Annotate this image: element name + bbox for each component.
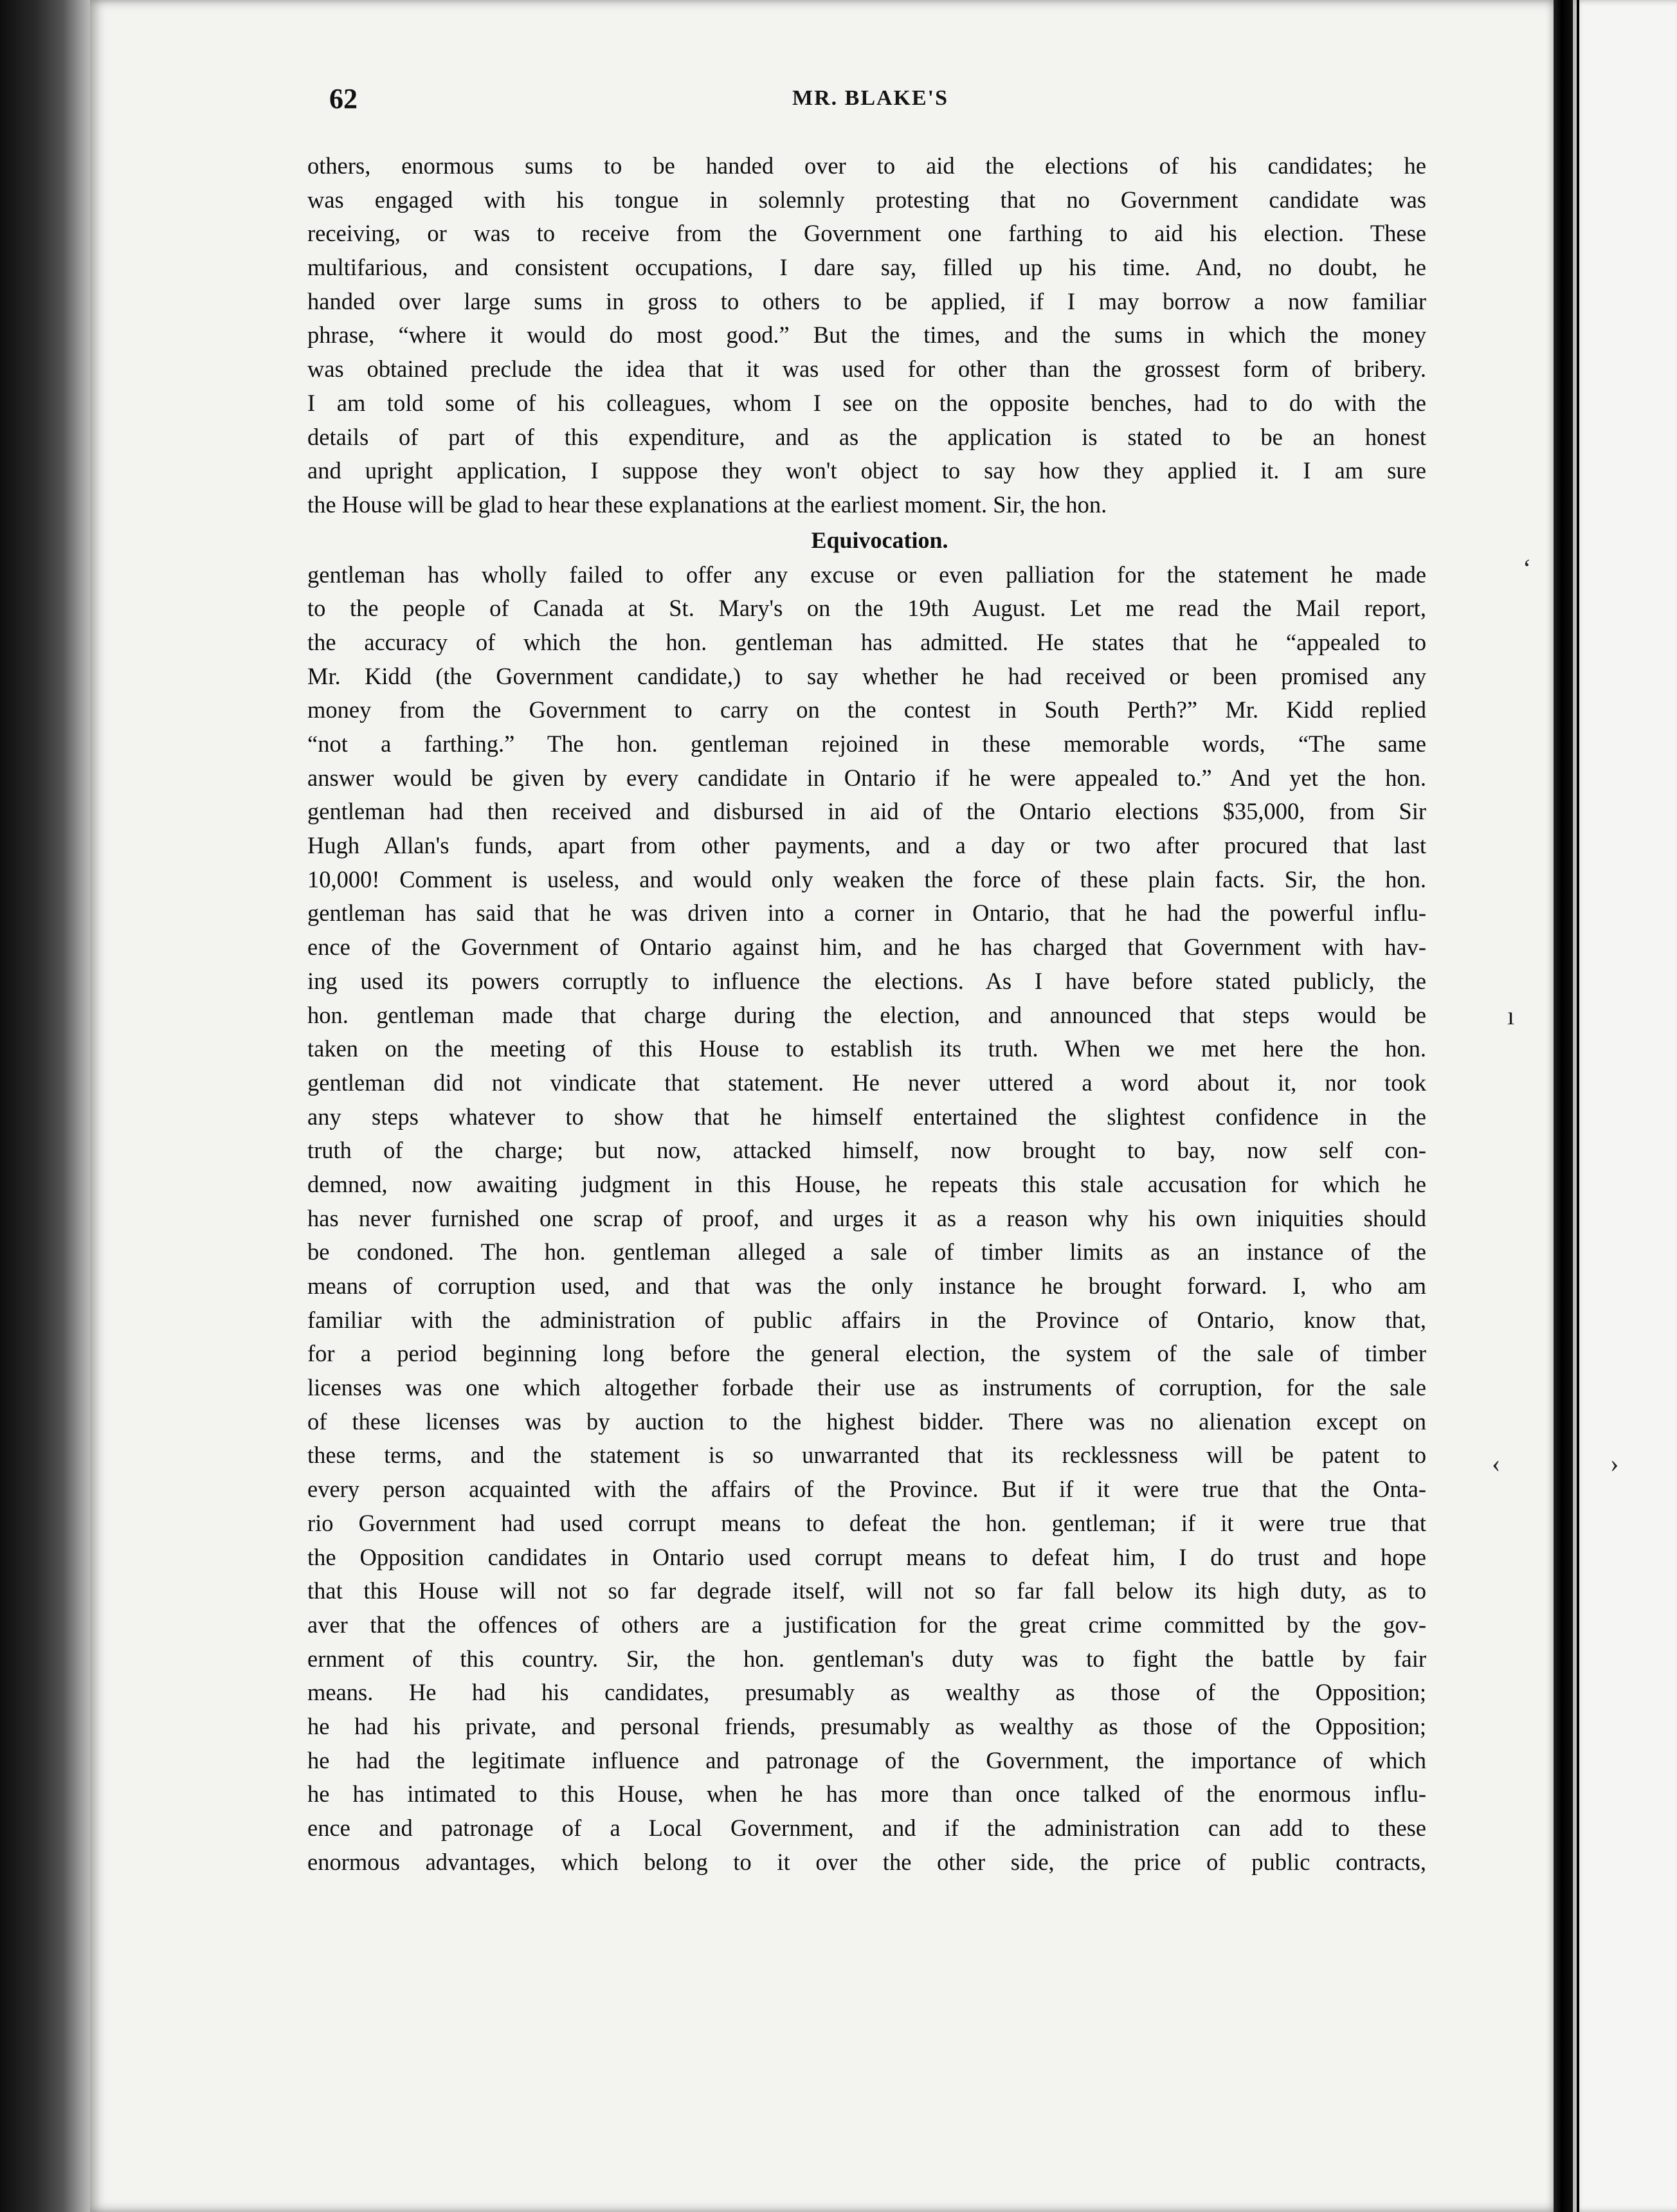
facing-page-edge <box>1573 0 1677 2212</box>
text-line: the Opposition candidates in Ontario used corrupt means to defeat him, I do trust and hope <box>307 1543 1426 1570</box>
text-line: to the people of Canada at St. Mary's on the 19th August. Let me read the Mail report, <box>307 595 1426 622</box>
text-line: demned, now awaiting judgment in this House, he repeats this stale accusation for which he <box>307 1170 1426 1197</box>
text-line: Mr. Kidd (the Government candidate,) to say whether he had received or been promised any <box>307 662 1426 689</box>
text-line: aver that the offences of others are a justification for the great crime committed by the gov- <box>307 1611 1426 1638</box>
text-line: gentleman has said that he was driven into a corner in Ontario, that he had the powerful influ- <box>307 900 1426 927</box>
margin-tick-mark: ı <box>1507 1001 1515 1030</box>
text-line: gentleman has wholly failed to offer any excuse or even palliation for the statement he made <box>307 561 1426 588</box>
text-line: 10,000! Comment is useless, and would only weaken the force of these plain facts. Sir, the hon. <box>307 866 1426 893</box>
text-line: has never furnished one scrap of proof, and urges it as a reason why his own iniquities should <box>307 1204 1426 1231</box>
paragraph-1 <box>307 149 1426 522</box>
text-line: he has intimated to this House, when he has more than once talked of the enormous influ- <box>307 1781 1426 1808</box>
text-line: rio Government had used corrupt means to defeat the hon. gentleman; if it were true that <box>307 1509 1426 1536</box>
paragraph-2 <box>307 558 1426 1880</box>
text-line: gentleman had then received and disbursed in aid of the Ontario elections $35,000, from Sir <box>307 798 1426 825</box>
text-line: ence of the Government of Ontario against him, and he has charged that Government with hav- <box>307 934 1426 961</box>
text-line: others, enormous sums to be handed over to aid the elections of his candidates; he <box>307 152 1426 179</box>
section-subheading: Equivocation. <box>811 527 948 553</box>
text-line: familiar with the administration of public affairs in the Province of Ontario, know that, <box>307 1306 1426 1333</box>
text-line: means. He had his candidates, presumably as wealthy as those of the Opposition; <box>307 1679 1426 1706</box>
text-line: means of corruption used, and that was the only instance he brought forward. I, who am <box>307 1273 1426 1299</box>
text-line: of these licenses was by auction to the highest bidder. There was no alienation except on <box>307 1408 1426 1435</box>
text-line: every person acquainted with the affairs of the Province. But if it were true that the Onta- <box>307 1476 1426 1503</box>
text-line: enormous advantages, which belong to it over the other side, the price of public contracts, <box>307 1848 1426 1875</box>
text-line: the House will be glad to hear these explanations at the earliest moment. Sir, the hon. <box>307 491 1107 518</box>
page-header <box>329 82 1429 121</box>
margin-tick-mark: ‹ <box>1492 1449 1501 1478</box>
text-line: he had his private, and personal friends, presumably as wealthy as those of the Opposition; <box>307 1712 1426 1739</box>
page-gutter <box>1554 0 1573 2212</box>
text-line: handed over large sums in gross to others to be applied, if I may borrow a now familiar <box>307 287 1426 314</box>
text-line: the accuracy of which the hon. gentleman has admitted. He states that he “appealed to <box>307 628 1426 655</box>
text-line: he had the legitimate influence and patronage of the Government, the importance of which <box>307 1746 1426 1773</box>
margin-tick-mark: ‘ <box>1523 554 1532 583</box>
text-line: Hugh Allan's funds, apart from other payments, and a day or two after procured that last <box>307 832 1426 859</box>
scan-background-left <box>0 0 90 2212</box>
body-text <box>307 149 1426 1879</box>
text-line: gentleman did not vindicate that statement. He never uttered a word about it, nor took <box>307 1069 1426 1096</box>
text-line: ing used its powers corruptly to influence the elections. As I have before stated publicly, the <box>307 967 1426 994</box>
text-line: these terms, and the statement is so unwarranted that its recklessness will be patent to <box>307 1442 1426 1469</box>
text-line: I am told some of his colleagues, whom I see on the opposite benches, had to do with the <box>307 389 1426 416</box>
page-number: 62 <box>329 83 358 114</box>
margin-tick-mark: › <box>1610 1449 1619 1478</box>
text-line: that this House will not so far degrade itself, will not so far fall below its high duty, as to <box>307 1577 1426 1604</box>
text-line: and upright application, I suppose they won't object to say how they applied it. I am sure <box>307 457 1426 484</box>
text-line: receiving, or was to receive from the Government one farthing to aid his election. These <box>307 220 1426 247</box>
facing-page-rule <box>1577 0 1579 2212</box>
text-line: licenses was one which altogether forbade their use as instruments of corruption, for the sale <box>307 1374 1426 1401</box>
text-line: any steps whatever to show that he himself entertained the slightest confidence in the <box>307 1103 1426 1130</box>
text-line: truth of the charge; but now, attacked himself, now brought to bay, now self con- <box>307 1137 1426 1164</box>
text-line: details of part of this expenditure, and as the application is stated to be an honest <box>307 423 1426 450</box>
text-line: ernment of this country. Sir, the hon. gentleman's duty was to fight the battle by fair <box>307 1645 1426 1672</box>
running-head: MR. BLAKE'S <box>792 86 949 110</box>
text-line: was obtained preclude the idea that it was used for other than the grossest form of bribery. <box>307 356 1426 383</box>
text-line: for a period beginning long before the general election, the system of the sale of timber <box>307 1340 1426 1367</box>
text-line: ence and patronage of a Local Government, and if the administration can add to these <box>307 1815 1426 1841</box>
text-line: hon. gentleman made that charge during the election, and announced that steps would be <box>307 1001 1426 1028</box>
text-line: taken on the meeting of this House to establish its truth. When we met here the hon. <box>307 1035 1426 1062</box>
text-line: be condoned. The hon. gentleman alleged a sale of timber limits as an instance of the <box>307 1238 1426 1265</box>
text-line: money from the Government to carry on the contest in South Perth?” Mr. Kidd replied <box>307 696 1426 723</box>
text-line: multifarious, and consistent occupations, I dare say, filled up his time. And, no doubt, he <box>307 254 1426 281</box>
text-line: “not a farthing.” The hon. gentleman rejoined in these memorable words, “The same <box>307 730 1426 757</box>
text-line: answer would be given by every candidate in Ontario if he were appealed to.” And yet the hon. <box>307 764 1426 791</box>
text-line: was engaged with his tongue in solemnly protesting that no Government candidate was <box>307 186 1426 213</box>
text-line: phrase, “where it would do most good.” But the times, and the sums in which the money <box>307 322 1426 349</box>
